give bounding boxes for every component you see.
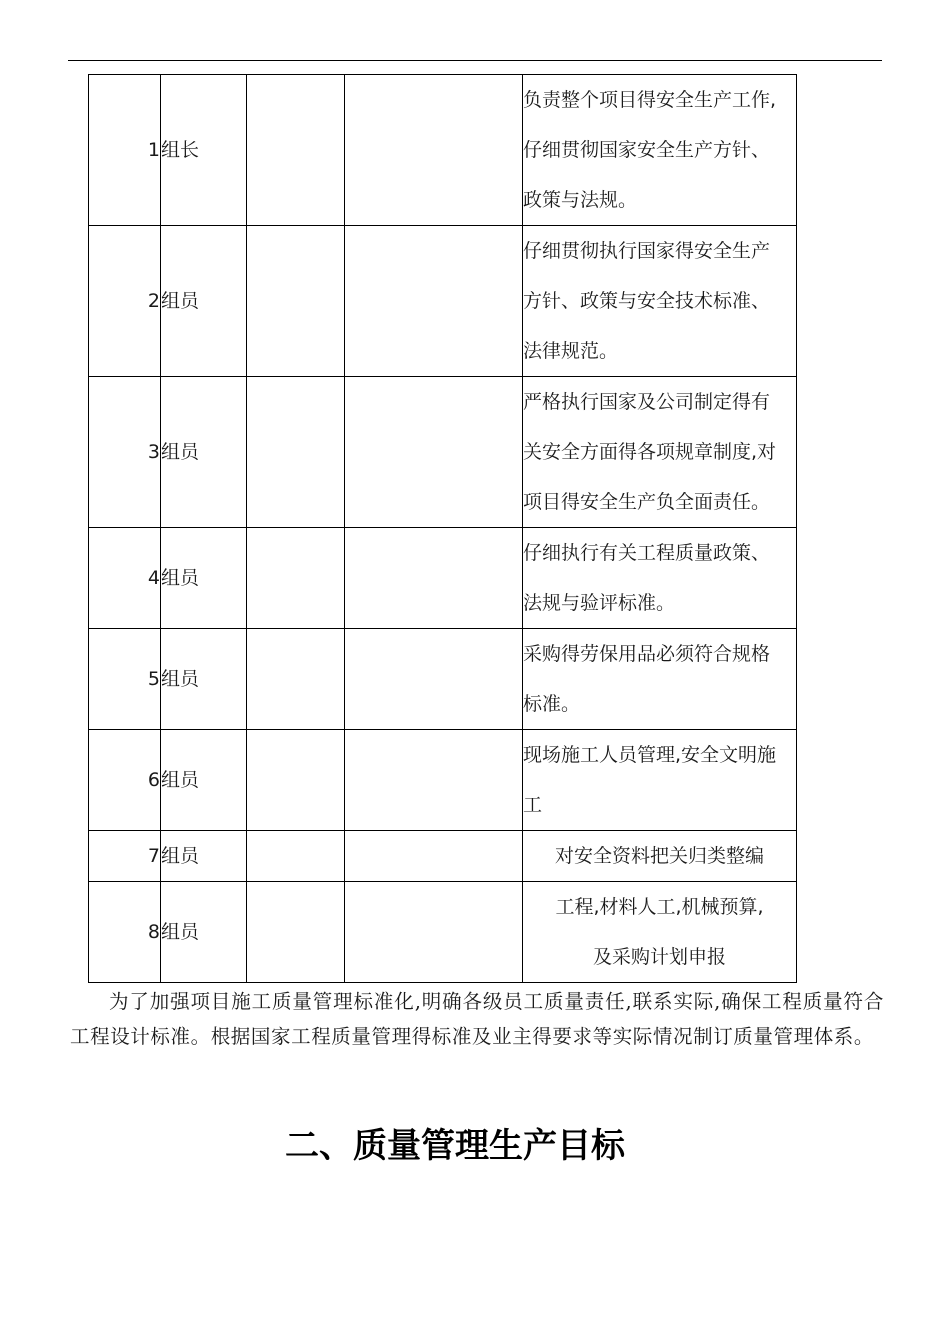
row-name — [247, 377, 345, 528]
row-number: 6 — [89, 730, 161, 831]
intro-paragraph: 为了加强项目施工质量管理标准化,明确各级员工质量责任,联系实际,确保工程质量符合工程设计标准。根据国家工程质量管理得标准及业主得要求等实际情况制订质量管理体系。 — [70, 990, 884, 1048]
row-name — [247, 528, 345, 629]
table-row — [89, 226, 797, 377]
row-duty — [523, 377, 797, 528]
row-name — [247, 831, 345, 882]
duty-text: 仔细执行有关工程质量政策、 法规与验评标准。 — [523, 542, 771, 614]
row-position — [345, 730, 523, 831]
row-number: 7 — [89, 831, 161, 882]
row-role: 组员 — [161, 377, 247, 528]
header-rule — [68, 60, 882, 61]
row-number: 2 — [89, 226, 161, 377]
row-role: 组长 — [161, 75, 247, 226]
row-position — [345, 528, 523, 629]
duty-text: 严格执行国家及公司制定得有 关安全方面得各项规章制度,对 项目得安全生产负全面责任。 — [523, 391, 777, 513]
duty-text: 工程,材料人工,机械预算, 及采购计划申报 — [555, 896, 764, 968]
row-name — [247, 882, 345, 983]
row-role: 组员 — [161, 882, 247, 983]
row-position — [345, 75, 523, 226]
row-number: 3 — [89, 377, 161, 528]
row-name — [247, 226, 345, 377]
duty-text: 仔细贯彻执行国家得安全生产 方针、政策与安全技术标准、 法律规范。 — [523, 240, 771, 362]
row-number: 1 — [89, 75, 161, 226]
row-number: 5 — [89, 629, 161, 730]
duty-text: 负责整个项目得安全生产工作, 仔细贯彻国家安全生产方针、 政策与法规。 — [523, 89, 777, 211]
table-row — [89, 75, 797, 226]
section-title: 二、质量管理生产目标 — [285, 1126, 625, 1166]
row-duty — [523, 75, 797, 226]
row-role: 组员 — [161, 629, 247, 730]
row-position — [345, 226, 523, 377]
row-duty — [523, 882, 797, 983]
row-duty — [523, 629, 797, 730]
row-duty — [523, 528, 797, 629]
table-row — [89, 629, 797, 730]
row-position — [345, 882, 523, 983]
duty-text: 现场施工人员管理,安全文明施 工 — [523, 744, 777, 816]
row-number: 8 — [89, 882, 161, 983]
table-row — [89, 730, 797, 831]
row-name — [247, 730, 345, 831]
row-name — [247, 629, 345, 730]
row-number: 4 — [89, 528, 161, 629]
row-duty — [523, 831, 797, 882]
row-role: 组员 — [161, 226, 247, 377]
row-name — [247, 75, 345, 226]
table-row — [89, 377, 797, 528]
row-duty — [523, 730, 797, 831]
row-role: 组员 — [161, 730, 247, 831]
row-role: 组员 — [161, 528, 247, 629]
table-row — [89, 831, 797, 882]
table-row — [89, 528, 797, 629]
row-position — [345, 831, 523, 882]
safety-team-table — [88, 74, 797, 983]
table-row — [89, 882, 797, 983]
duty-text: 采购得劳保用品必须符合规格 标准。 — [523, 643, 771, 715]
duty-text: 对安全资料把关归类整编 — [554, 845, 764, 867]
row-position — [345, 629, 523, 730]
row-duty — [523, 226, 797, 377]
row-position — [345, 377, 523, 528]
row-role: 组员 — [161, 831, 247, 882]
